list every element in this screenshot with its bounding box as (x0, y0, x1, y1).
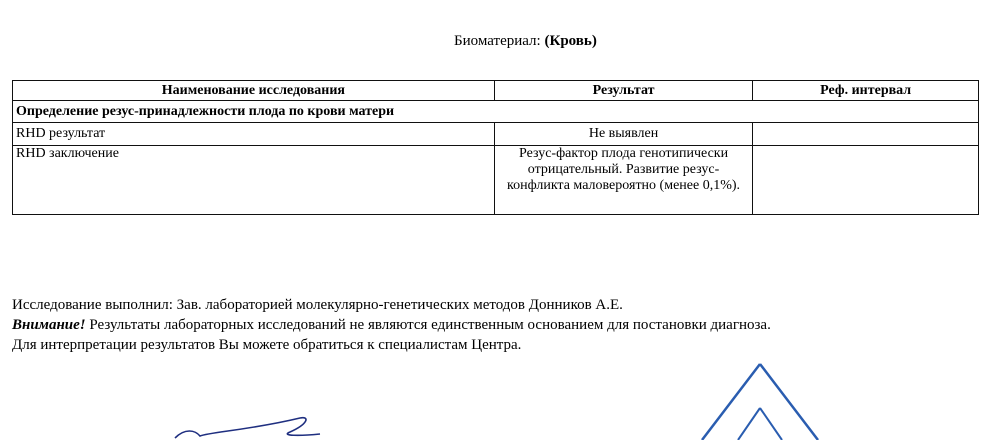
biomaterial-label: Биоматериал: (454, 33, 541, 49)
biomaterial-value: (Кровь) (544, 33, 597, 49)
biomaterial-line (454, 33, 597, 50)
row-result: Не выявлен (494, 123, 753, 146)
signature-icon (170, 410, 330, 440)
performed-by: Исследование выполнил: Зав. лабораторией молекулярно-генетических методов Донников А.Е. (12, 297, 623, 313)
group-title: Определение резус-принадлежности плода по крови матери (13, 101, 979, 123)
results-table (12, 80, 979, 215)
row-name: RHD заключение (13, 146, 495, 215)
table-row (13, 146, 979, 215)
column-header-result: Результат (494, 81, 753, 101)
row-name: RHD результат (13, 123, 495, 146)
row-result: Резус-фактор плода генотипически отрицательный. Развитие резус-конфликта маловероятно (менее 0,1%). (494, 146, 753, 215)
row-ref (753, 123, 979, 146)
warning-text: Результаты лабораторных исследований не являются единственным основанием для постановки диагноза. (85, 317, 771, 333)
stamp-icon (700, 360, 820, 440)
warning-line (12, 315, 771, 335)
table-header-row (13, 81, 979, 101)
table-row (13, 123, 979, 146)
interpretation-note: Для интерпретации результатов Вы можете обратиться к специалистам Центра. (12, 337, 522, 353)
column-header-ref: Реф. интервал (753, 81, 979, 101)
warning-label: Внимание! (12, 317, 86, 333)
column-header-name: Наименование исследования (13, 81, 495, 101)
footer-notes (12, 295, 771, 355)
group-row (13, 101, 979, 123)
row-ref (753, 146, 979, 215)
